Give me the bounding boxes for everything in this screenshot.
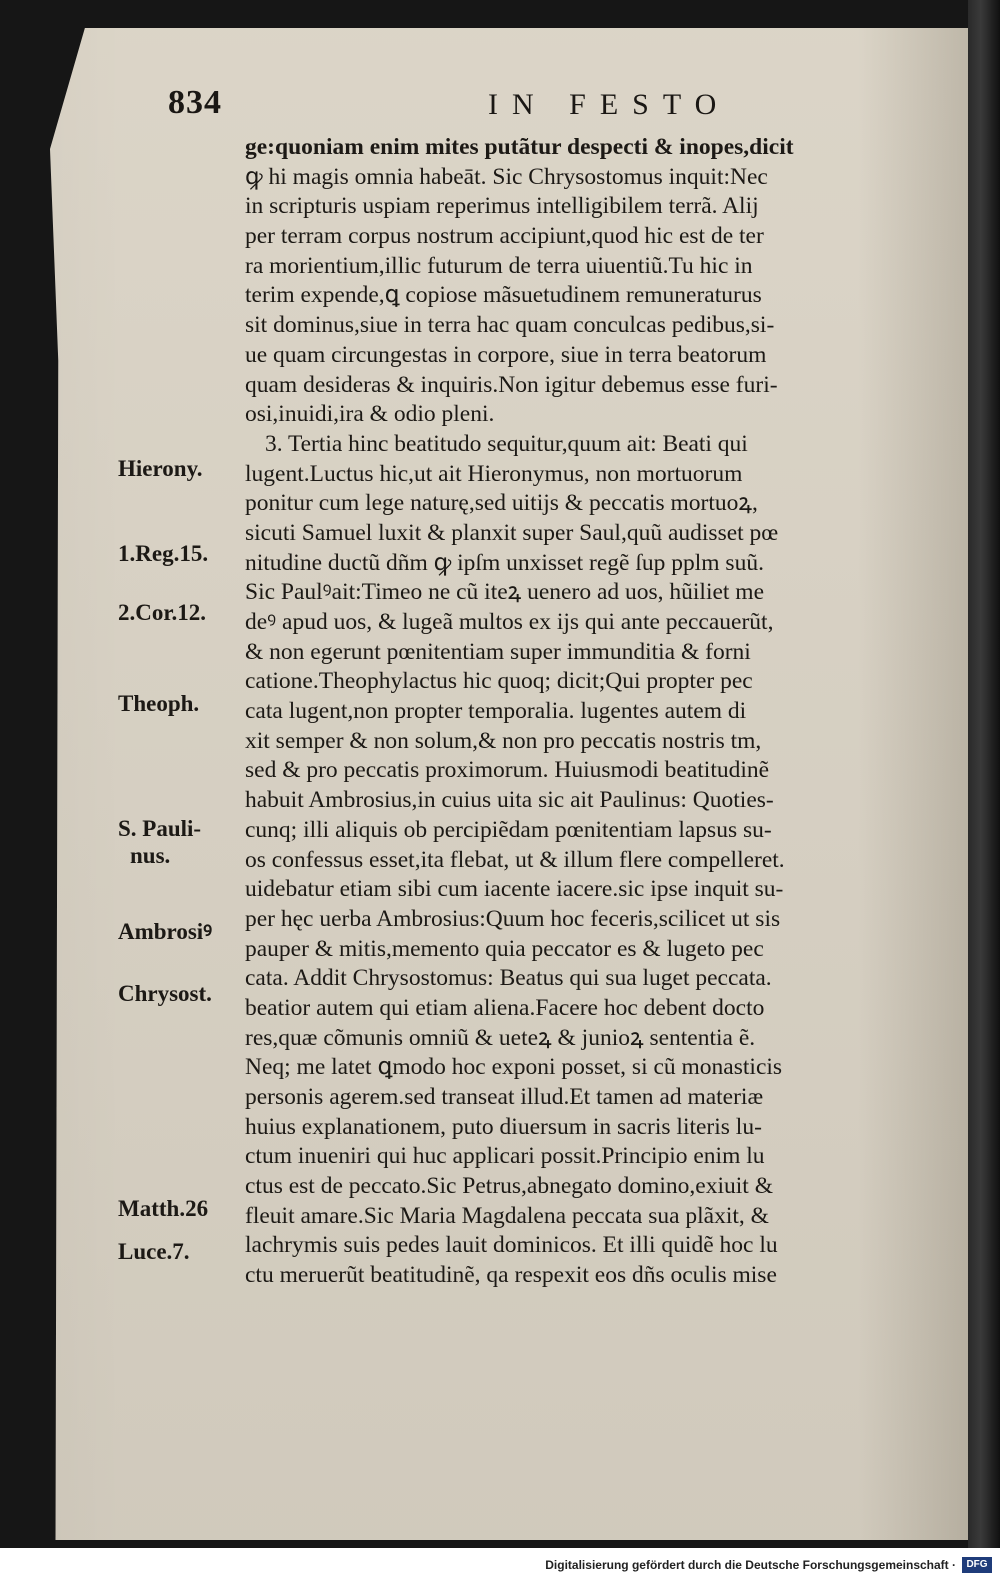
text-line: beatior autem qui etiam aliena.Facere hoc debent docto bbox=[245, 994, 765, 1021]
text-line: deꝰ apud uos, & lugeã multos ex ijs qui ante peccauerũt, bbox=[245, 609, 774, 635]
text-line: sit dominus,siue in terra hac quam conculcas pedibus,si- bbox=[245, 312, 775, 339]
page-number: 834 bbox=[168, 84, 222, 121]
text-line: personis agerem.sed transeat illud.Et tamen ad materiæ bbox=[245, 1084, 764, 1110]
text-line: res,quæ cõmunis omniũ & ueteꝝ & junioꝝ sententia ẽ. bbox=[245, 1024, 756, 1051]
text-line: Sic Paulꝰait:Timeo ne cũ iteꝝ uenero ad uos, hũiliet me bbox=[245, 579, 765, 606]
text-line: catione.Theophylactus hic quoq; dicit;Qui propter pec bbox=[245, 668, 753, 695]
text-line: lugent.Luctus hic,ut ait Hieronymus, non mortuorum bbox=[245, 460, 743, 487]
main-text-block bbox=[245, 133, 945, 1291]
text-line: uidebatur etiam sibi cum iacente iacere.sic ipse inquit su- bbox=[245, 876, 784, 903]
margin-note-matth: Matth.26 bbox=[118, 1196, 209, 1221]
text-line: ge:quoniam enim mites putãtur despecti & inopes,dicit bbox=[245, 134, 794, 160]
text-line: & non egerunt pœnitentiam super immunditia & forni bbox=[245, 638, 751, 665]
text-line: ra morientium,illic futurum de terra uiuentiũ.Tu hic in bbox=[245, 252, 753, 279]
text-line: per terram corpus nostrum accipiunt,quod hic est de ter bbox=[245, 223, 764, 250]
margin-note-hieronymus: Hierony. bbox=[118, 456, 203, 481]
text-line: ctu meruerũt beatitudinẽ, qa respexit eos dñs oculis mise bbox=[245, 1262, 777, 1289]
funding-credit: Digitalisierung gefördert durch die Deutsche Forschungsgemeinschaft · bbox=[545, 1558, 956, 1572]
text-line: huius explanationem, puto diuersum in sacris literis lu- bbox=[245, 1113, 762, 1140]
text-line: cata lugent,non propter temporalia. lugentes autem di bbox=[245, 698, 747, 725]
margin-note-s-paulinus-1: S. Pauli- bbox=[118, 816, 202, 841]
text-line: pauper & mitis,memento quia peccator es & lugeto pec bbox=[245, 935, 764, 962]
text-line: quam desideras & inquiris.Non igitur debemus esse furi- bbox=[245, 371, 778, 398]
text-line: nitudine ductũ dñm ꝙ ipſm unxisset regẽ ſup pplm suũ. bbox=[245, 549, 764, 576]
text-line: lachrymis suis pedes lauit dominicos. Et illi quidẽ hoc lu bbox=[245, 1232, 778, 1259]
text-line: in scripturis uspiam reperimus intelligibilem terrã. Alij bbox=[245, 193, 759, 220]
text-line: cata. Addit Chrysostomus: Beatus qui sua luget peccata. bbox=[245, 965, 772, 992]
page-header bbox=[168, 84, 928, 126]
text-line: os confessus esset,ita flebat, ut & illum flere compelleret. bbox=[245, 846, 785, 873]
footer-bar bbox=[0, 1548, 1000, 1584]
text-line: cunq; illi aliquis ob percipiẽdam pœnitentiam lapsus su- bbox=[245, 816, 772, 843]
text-line: ꝙ hi magis omnia habeāt. Sic Chrysostomus inquit:Nec bbox=[245, 163, 768, 190]
text-line: ponitur cum lege naturę,sed uitijs & peccatis mortuoꝝ, bbox=[245, 490, 758, 517]
margin-note-1-reg: 1.Reg.15. bbox=[118, 541, 209, 566]
margin-note-luce: Luce.7. bbox=[118, 1239, 190, 1264]
margin-note-chrysostomus: Chrysost. bbox=[118, 981, 212, 1006]
text-line: ue quam circungestas in corpore, siue in terra beatorum bbox=[245, 341, 767, 368]
margin-note-2-cor: 2.Cor.12. bbox=[118, 600, 206, 625]
text-line: habuit Ambrosius,in cuius uita sic ait Paulinus: Quoties- bbox=[245, 787, 774, 814]
margin-note-s-paulinus-2: nus. bbox=[130, 843, 171, 868]
text-line: per hęc uerba Ambrosius:Quum hoc feceris,scilicet ut sis bbox=[245, 905, 781, 932]
book-spine-edge bbox=[968, 0, 1000, 1548]
text-line: ctus est de peccato.Sic Petrus,abnegato domino,exiuit & bbox=[245, 1173, 773, 1200]
margin-note-ambrosius: Ambrosiꝰ bbox=[118, 919, 212, 944]
running-head: IN FESTO bbox=[488, 88, 731, 121]
text-line: terim expende,ꝗ copiose mãsuetudinem remuneraturus bbox=[245, 282, 762, 309]
text-line: sed & pro peccatis proximorum. Huiusmodi beatitudinẽ bbox=[245, 757, 770, 784]
text-line: sicuti Samuel luxit & planxit super Saul,quũ audisset pœ bbox=[245, 519, 779, 546]
text-line: Neq; me latet ꝗmodo hoc exponi posset, si cũ monasticis bbox=[245, 1054, 783, 1081]
text-line: osi,inuidi,ira & odio pleni. bbox=[245, 401, 495, 428]
text-line: xit semper & non solum,& non pro peccatis nostris tm, bbox=[245, 727, 762, 754]
text-line: fleuit amare.Sic Maria Magdalena peccata sua plãxit, & bbox=[245, 1202, 769, 1229]
text-line: ctum inueniri qui huc applicari possit.Principio enim lu bbox=[245, 1143, 765, 1170]
text-line: 3. Tertia hinc beatitudo sequitur,quum ait: Beati qui bbox=[265, 430, 748, 457]
margin-note-theophylactus: Theoph. bbox=[118, 691, 200, 716]
dfg-logo: DFG bbox=[962, 1557, 992, 1573]
